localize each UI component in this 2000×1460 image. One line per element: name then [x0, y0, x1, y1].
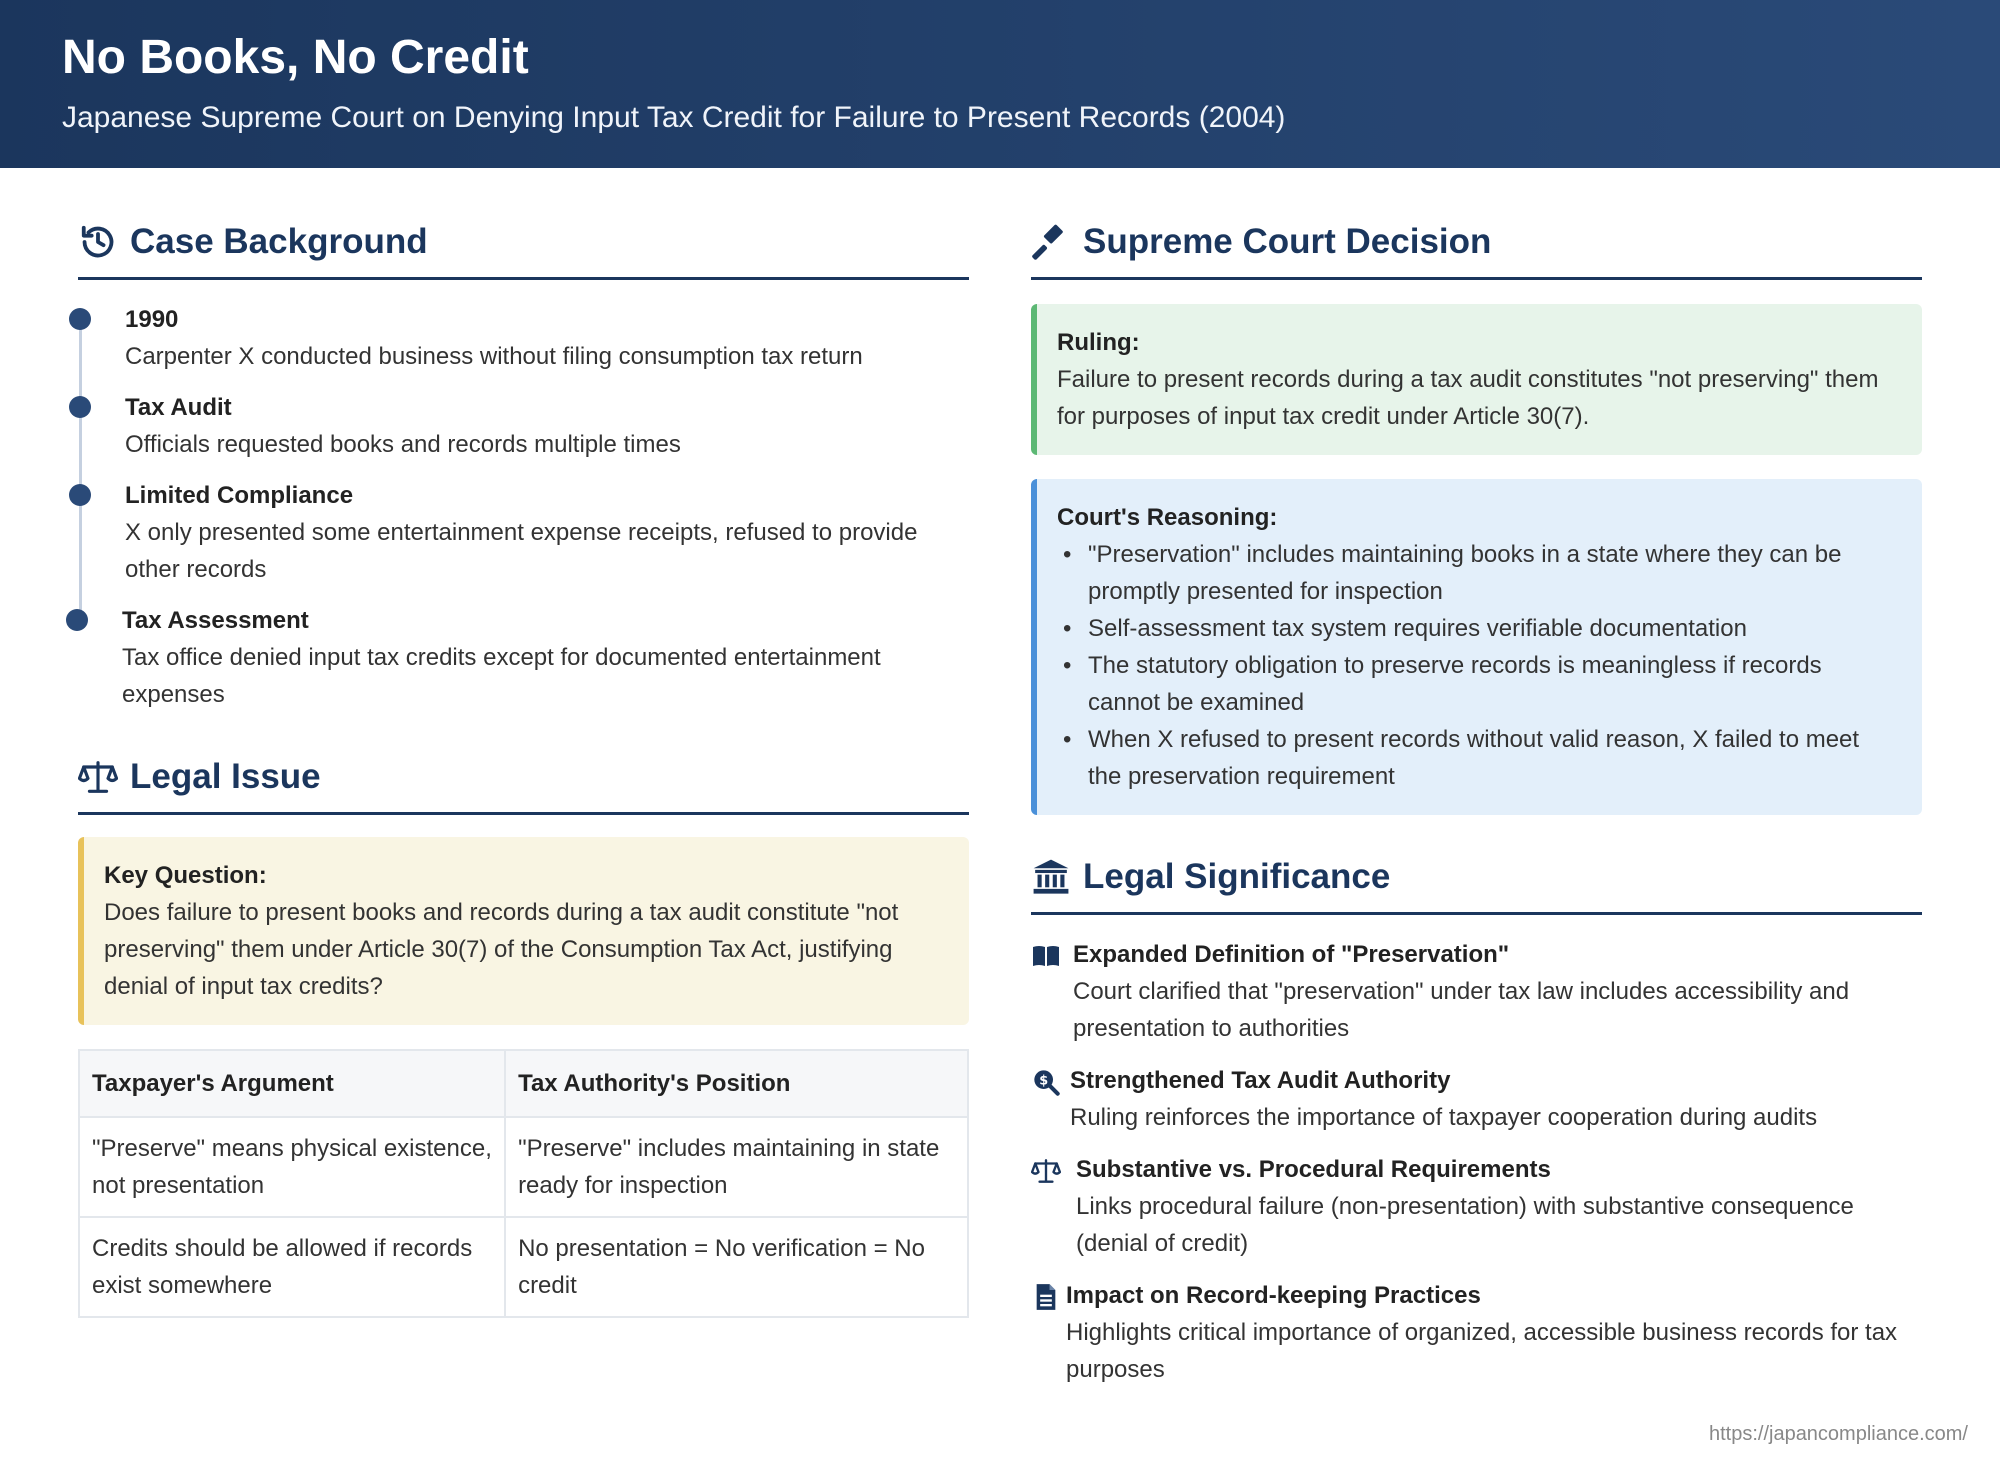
right-column	[1031, 218, 1922, 1404]
timeline-item-title: Tax Audit	[125, 394, 232, 421]
balance-scale-icon	[1031, 1156, 1061, 1186]
history-icon	[78, 222, 118, 262]
book-open-icon	[1031, 941, 1061, 971]
significance-item-title: Expanded Definition of "Preservation"	[1073, 941, 1510, 968]
ruling-callout	[1031, 304, 1922, 455]
reasoning-item: • "Preservation" includes maintaining books in a state where they can be promptly presented for inspection	[1057, 536, 1898, 610]
timeline-item	[78, 390, 969, 463]
timeline-item-title: Limited Compliance	[125, 482, 354, 509]
significance-header	[1031, 853, 1922, 915]
significance-item	[1031, 937, 1922, 1047]
svg-text:$: $	[1039, 1073, 1049, 1089]
timeline-dot	[66, 609, 88, 631]
balance-scale-icon	[78, 757, 118, 797]
key-question-text: Does failure to present books and records during a tax audit constitute "not preserving" them under Article 30(7) of the Consumption Tax Act, justifying denial of input tax credits?	[104, 899, 899, 1000]
decision-heading: Supreme Court Decision	[1083, 221, 1492, 261]
page-subtitle: Japanese Supreme Court on Denying Input Tax Credit for Failure to Present Records (2004)	[62, 101, 1286, 134]
case-background-header	[78, 218, 969, 280]
timeline-item	[78, 302, 969, 375]
timeline	[78, 302, 969, 713]
table-row	[79, 1217, 968, 1317]
timeline-item	[78, 478, 969, 588]
timeline-item	[78, 603, 969, 713]
left-column	[78, 218, 969, 1318]
gavel-icon	[1031, 222, 1071, 262]
timeline-item-desc: Carpenter X conducted business without filing consumption tax return	[125, 343, 863, 370]
significance-item-desc: Highlights critical importance of organized, accessible business records for tax purposes	[1066, 1319, 1898, 1383]
reasoning-item: • Self-assessment tax system requires verifiable documentation	[1057, 610, 1898, 647]
table-header-cell: Taxpayer's Argument	[79, 1050, 505, 1117]
legal-issue-heading: Legal Issue	[130, 756, 321, 796]
landmark-icon	[1031, 857, 1071, 897]
timeline-item-title: 1990	[125, 306, 179, 333]
significance-item	[1031, 1278, 1922, 1388]
significance-item-desc: Links procedural failure (non-presentation) with substantive consequence (denial of credit)	[1076, 1193, 1854, 1257]
significance-item-title: Strengthened Tax Audit Authority	[1070, 1067, 1451, 1094]
table-header-row	[79, 1050, 968, 1117]
table-cell: "Preserve" means physical existence, not presentation	[79, 1117, 505, 1217]
significance-item-title: Impact on Record-keeping Practices	[1066, 1282, 1481, 1309]
significance-item-desc: Court clarified that "preservation" under tax law includes accessibility and presentation to authorities	[1073, 978, 1850, 1042]
significance-item-desc: Ruling reinforces the importance of taxpayer cooperation during audits	[1070, 1104, 1818, 1131]
table-cell: Credits should be allowed if records exist somewhere	[79, 1217, 505, 1317]
reasoning-list	[1057, 536, 1898, 795]
timeline-item-title: Tax Assessment	[122, 607, 309, 634]
table-header-cell: Tax Authority's Position	[505, 1050, 968, 1117]
reasoning-item: • The statutory obligation to preserve records is meaningless if records cannot be examined	[1057, 647, 1898, 721]
key-question-label: Key Question:	[104, 862, 267, 889]
timeline-item-desc: X only presented some entertainment expense receipts, refused to provide other records	[125, 519, 918, 583]
significance-item	[1031, 1152, 1922, 1262]
ruling-label: Ruling:	[1057, 329, 1140, 356]
table-cell: No presentation = No verification = No credit	[505, 1217, 968, 1317]
significance-list	[1031, 937, 1922, 1388]
reasoning-item: • When X refused to present records without valid reason, X failed to meet the preservation requirement	[1057, 721, 1898, 795]
reasoning-callout	[1031, 479, 1922, 815]
timeline-dot	[69, 308, 91, 330]
timeline-dot	[69, 396, 91, 418]
timeline-dot	[69, 484, 91, 506]
arguments-table	[78, 1049, 969, 1318]
reasoning-label: Court's Reasoning:	[1057, 504, 1278, 531]
legal-issue-header	[78, 753, 969, 815]
legal-issue-section	[78, 753, 969, 1318]
decision-header	[1031, 218, 1922, 280]
significance-item-title: Substantive vs. Procedural Requirements	[1076, 1156, 1551, 1183]
footer-url[interactable]: https://japancompliance.com/	[1708, 1423, 1968, 1445]
timeline-item-desc: Tax office denied input tax credits except for documented entertainment expenses	[122, 644, 881, 708]
search-dollar-icon	[1031, 1067, 1061, 1097]
page-header	[0, 0, 2000, 168]
file-document-icon	[1031, 1282, 1061, 1312]
key-question-callout	[78, 837, 969, 1025]
significance-heading: Legal Significance	[1083, 856, 1391, 896]
table-row	[79, 1117, 968, 1217]
case-background-heading: Case Background	[130, 221, 428, 261]
timeline-item-desc: Officials requested books and records multiple times	[125, 431, 681, 458]
ruling-text: Failure to present records during a tax audit constitutes "not preserving" them for purposes of input tax credit under Article 30(7).	[1057, 366, 1879, 430]
table-cell: "Preserve" includes maintaining in state ready for inspection	[505, 1117, 968, 1217]
page-title: No Books, No Credit	[62, 31, 529, 84]
significance-item	[1031, 1063, 1922, 1136]
